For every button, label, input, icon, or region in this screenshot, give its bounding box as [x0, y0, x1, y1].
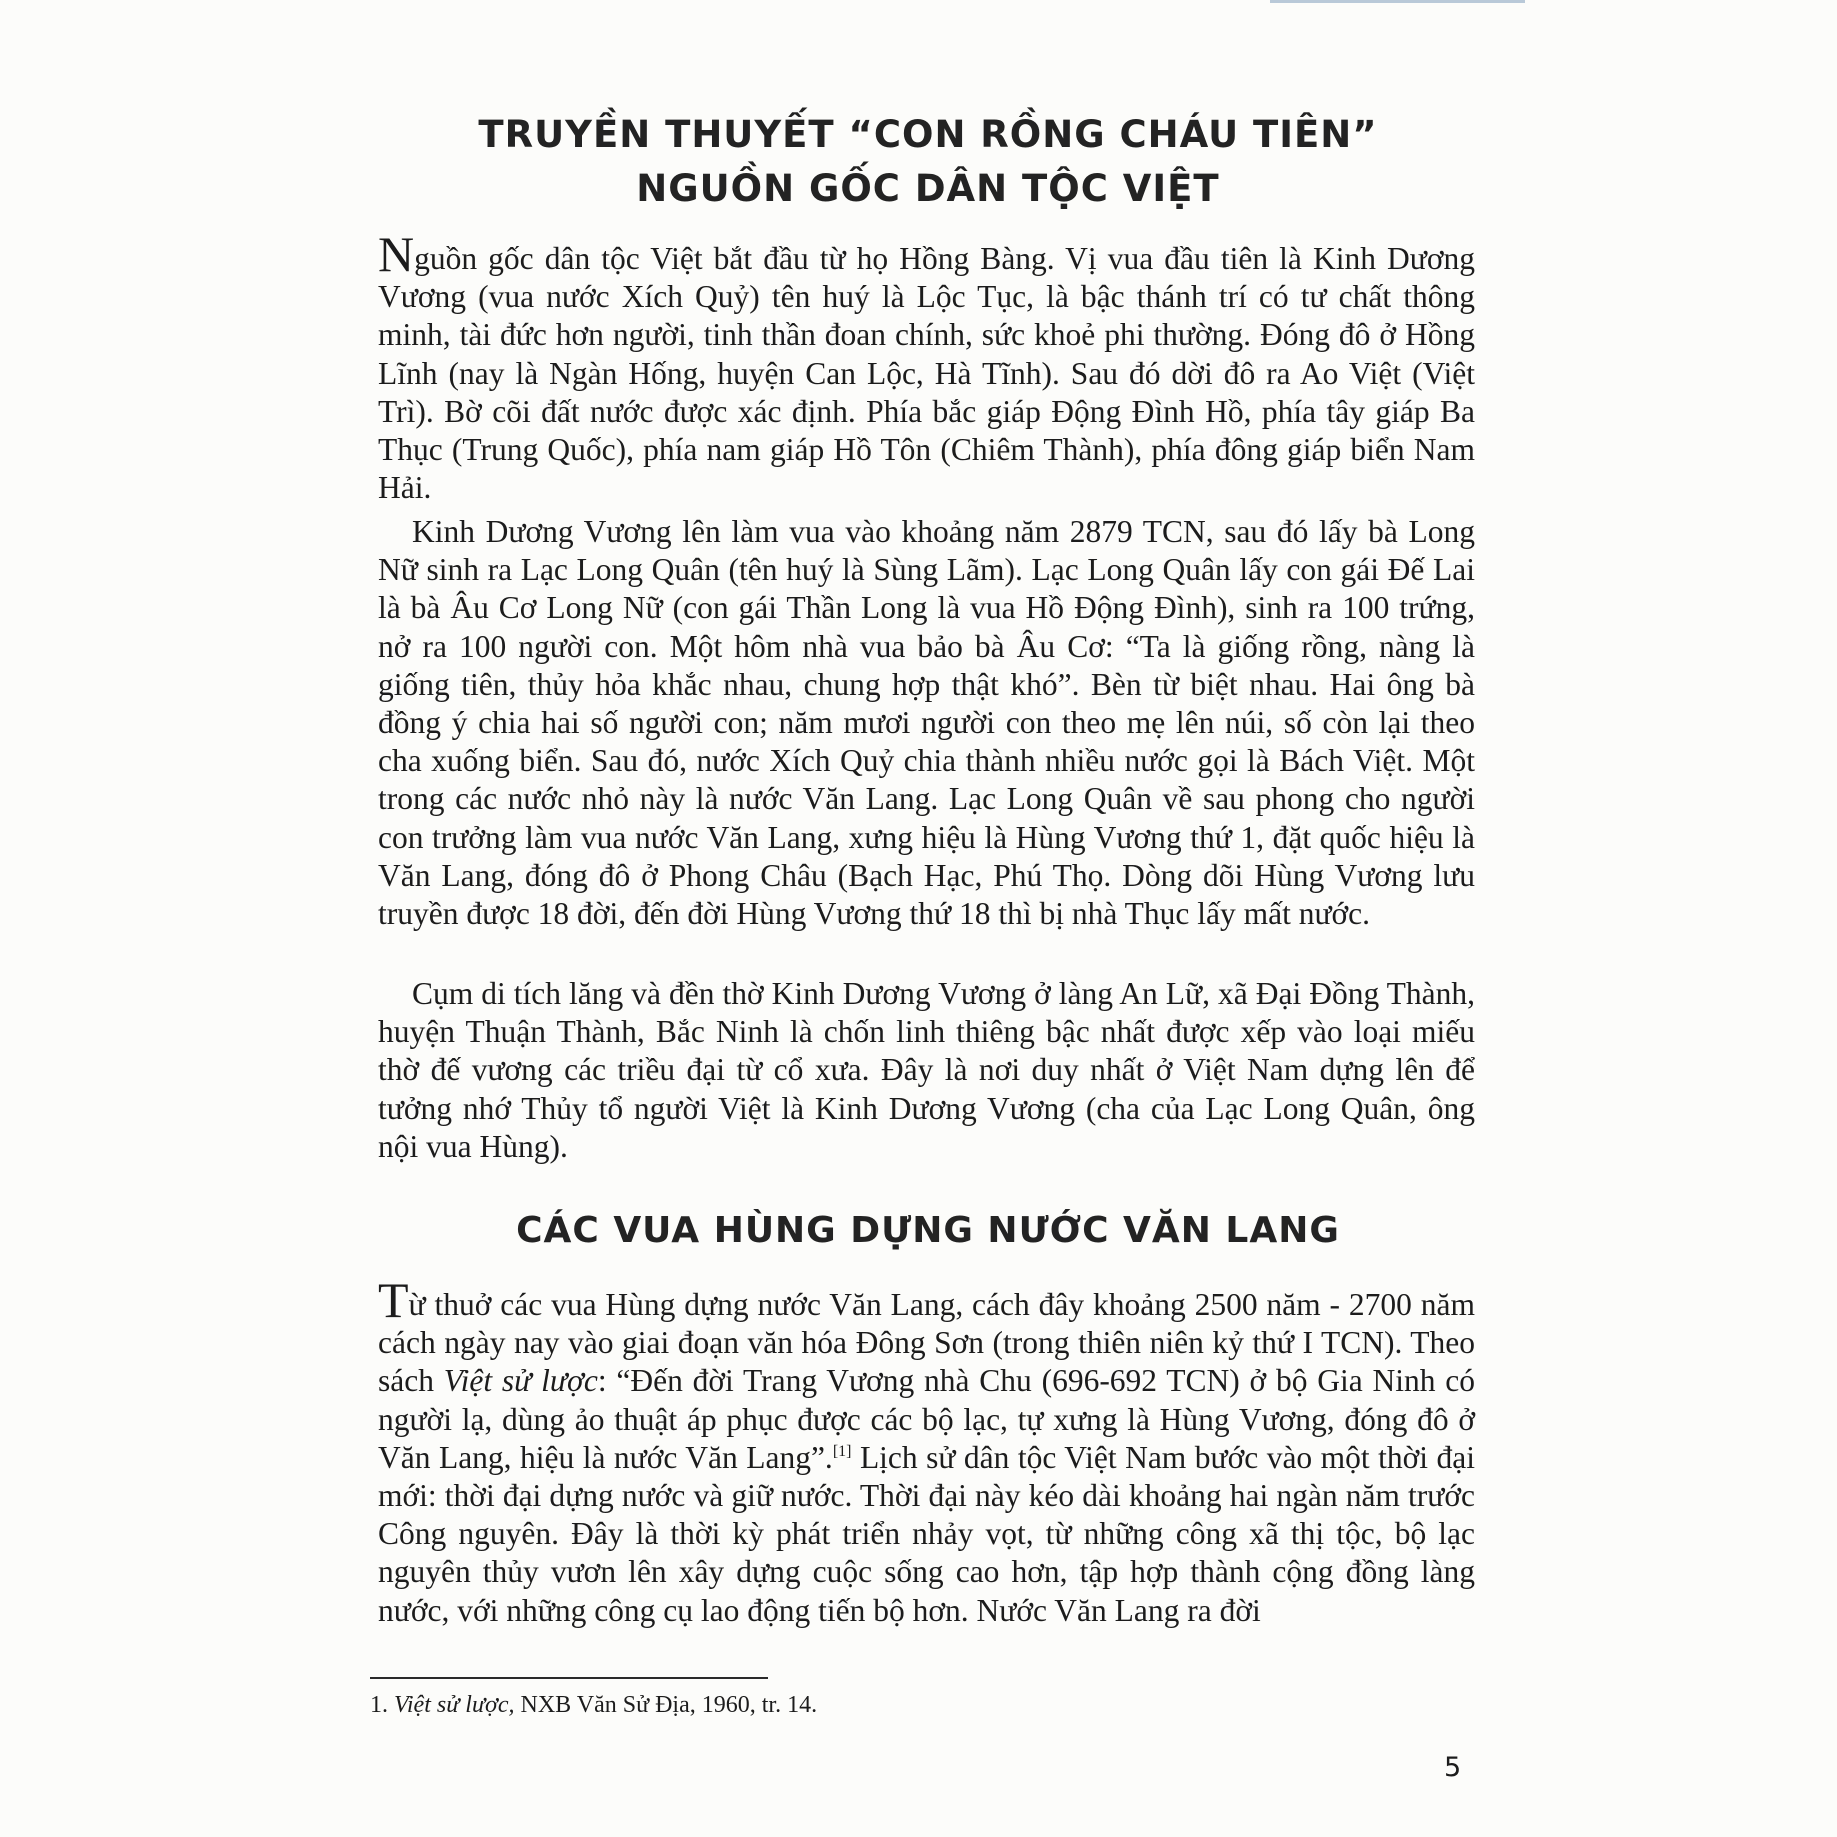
section-heading-hung-kings: CÁC VUA HÙNG DỰNG NƯỚC VĂN LANG	[516, 1210, 1340, 1251]
paragraph-origin	[378, 226, 1475, 507]
paragraph-text: : “Đến đời Trang Vương nhà Chu (696-692 TCN) ở bộ Gia Ninh có người lạ, dùng ảo thuật áp phục được các bộ lạc, tự xưng là Hùng Vương, đóng đô ở Văn Lang, hiệu là nước Văn Lang”.	[378, 1363, 1475, 1475]
paragraph-text: Lịch sử dân tộc Việt Nam bước vào một thời đại mới: thời đại dựng nước và giữ nước. Thời đại này kéo dài khoảng hai ngàn năm trước Công nguyên. Đây là thời kỳ phát triển nhảy vọt, từ những công xã thị tộc, bộ lạc nguyên thủy vươn lên xây dựng cuộc sống cao hơn, tập hợp thành cộng đồng làng nước, với những công cụ lao động tiến bộ hơn. Nước Văn Lang ra đời	[378, 1439, 1475, 1628]
paragraph-text: guồn gốc dân tộc Việt bắt đầu từ họ Hồng Bàng. Vị vua đầu tiên là Kinh Dương Vương (vua nước Xích Quỷ) tên huý là Lộc Tục, là bậc thánh trí có tư chất thông minh, tài đức hơn người, tinh thần đoan chính, sức khoẻ phi thường. Đóng đô ở Hồng Lĩnh (nay là Ngàn Hống, huyện Can Lộc, Hà Tĩnh). Sau đó dời đô ra Ao Việt (Việt Trì). Bờ cõi đất nước được xác định. Phía bắc giáp Động Đình Hồ, phía tây giáp Ba Thục (Trung Quốc), phía nam giáp Hồ Tôn (Chiêm Thành), phía đông giáp biển Nam Hải.	[378, 241, 1475, 506]
top-edge-rule	[1270, 0, 1525, 3]
paragraph-kinh-duong-vuong: Kinh Dương Vương lên làm vua vào khoảng năm 2879 TCN, sau đó lấy bà Long Nữ sinh ra Lạc Long Quân (tên huý là Sùng Lãm). Lạc Long Quân lấy con gái Đế Lai là bà Âu Cơ Long Nữ (con gái Thần Long là vua Hồ Động Đình), sinh ra 100 trứng, nở ra 100 người con. Một hôm nhà vua bảo bà Âu Cơ: “Ta là giống rồng, nàng là giống tiên, thủy hỏa khắc nhau, chung hợp thật khó”. Bèn từ biệt nhau. Hai ông bà đồng ý chia hai số người con; năm mươi người con theo mẹ lên núi, số còn lại theo cha xuống biển. Sau đó, nước Xích Quỷ chia thành nhiều nước gọi là Bách Việt. Một trong các nước nhỏ này là nước Văn Lang. Lạc Long Quân về sau phong cho người con trưởng làm vua nước Văn Lang, xưng hiệu là Hùng Vương thứ 1, đặt quốc hiệu là Văn Lang, đóng đô ở Phong Châu (Bạch Hạc, Phú Thọ. Dòng dõi Hùng Vương lưu truyền được 18 đời, đến đời Hùng Vương thứ 18 thì bị nhà Thục lấy mất nước.	[378, 514, 1475, 932]
chapter-title-line-2: NGUỒN GỐC DÂN TỘC VIỆT	[636, 167, 1220, 210]
footnote-source-title: Việt sử lược,	[394, 1692, 515, 1718]
drop-cap: N	[378, 226, 415, 282]
book-title-italic: Việt sử lược	[443, 1363, 598, 1399]
footnote-divider	[370, 1677, 768, 1679]
paragraph-text: ừ thuở các vua Hùng dựng nước Văn Lang, cách đây khoảng 2500 năm - 2700 năm cách ngày nay vào giai đoạn văn hóa Đông Sơn (trong thiên niên kỷ thứ I TCN). Theo sách	[378, 1287, 1475, 1399]
footnote-reference[interactable]: [1]	[832, 1442, 852, 1460]
paragraph-relic-site: Cụm di tích lăng và đền thờ Kinh Dương Vương ở làng An Lữ, xã Đại Đồng Thành, huyện Thuận Thành, Bắc Ninh là chốn linh thiêng bậc nhất được xếp vào loại miếu thờ đế vương các triều đại từ cổ xưa. Đây là nơi duy nhất ở Việt Nam dựng lên để tưởng nhớ Thủy tổ người Việt là Kinh Dương Vương (cha của Lạc Long Quân, ông nội vua Hùng).	[378, 976, 1475, 1164]
paragraph-van-lang	[378, 1272, 1475, 1630]
footnote	[370, 1690, 1270, 1720]
footnote-details: NXB Văn Sử Địa, 1960, tr. 14.	[514, 1692, 818, 1718]
drop-cap: T	[378, 1272, 409, 1328]
page-number: 5	[1444, 1752, 1462, 1783]
chapter-title-line-1: TRUYỀN THUYẾT “CON RỒNG CHÁU TIÊN”	[478, 113, 1378, 156]
footnote-number: 1.	[370, 1692, 394, 1718]
